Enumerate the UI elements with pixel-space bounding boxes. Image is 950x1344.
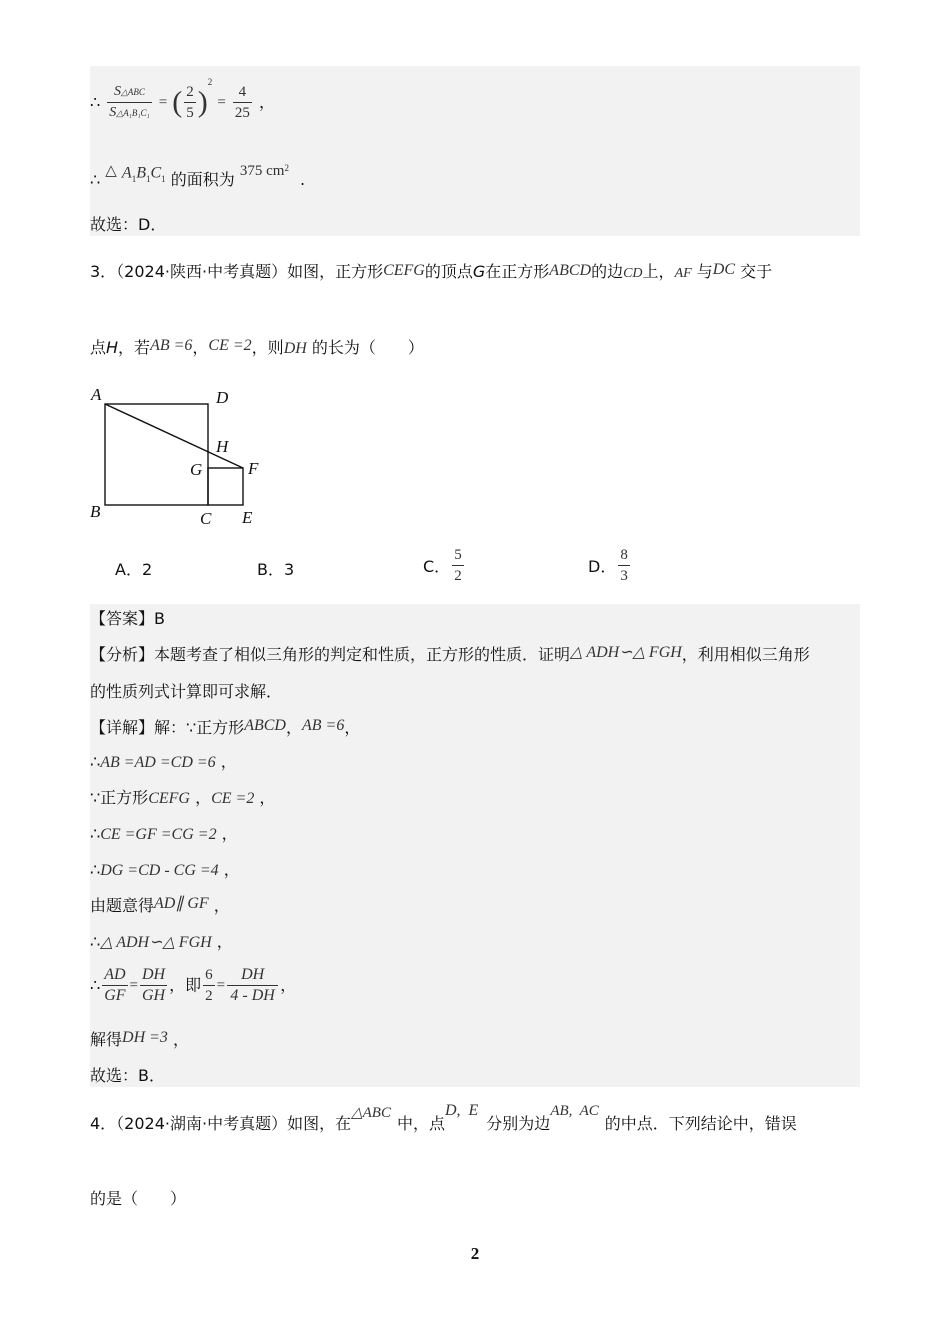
q3-figure [85,380,275,530]
label-c: C [200,509,212,528]
label-h: H [216,437,229,456]
q3-line2: 点H，若AB =6，CE =2，则DH 的长为（ ） [90,337,424,357]
answer-line: 【答案】B [90,609,165,628]
step-1: ∴AB =AD =CD =6 ， [90,752,237,771]
analysis-line2: 的性质列式计算即可求解． [90,682,283,701]
label-e: E [242,508,253,527]
q4-line2: 的是（ ） [90,1189,187,1208]
label-b: B [90,502,101,521]
option-a[interactable]: A．2 [115,560,153,579]
step-6: ∴△ ADH∽△ FGH ， [90,932,233,951]
q4-line1: 4．（2024·湖南·中考真题）如图，在△ABC中，点D, E分别为边AB, AC的中点．下列结论中，错误 [90,1102,797,1133]
choice-top: 故选：D． [90,215,167,234]
square-abcd [105,404,208,505]
option-c[interactable]: C． $\frac{5}{2}$ [423,547,462,584]
step-7: ∴ $\frac{AD}{GF}$ = $\frac{DH}{GH}$ ，即 $\frac{6}{2}$ = $\frac{DH}{4 - DH}$ ， [90,966,297,1004]
step-3: ∴CE =GF =CG =2 ， [90,824,238,843]
step-2: ∵正方形CEFG ，CE =2 ， [90,788,276,807]
label-g: G [190,460,203,479]
choice-q3: 故选：B． [90,1066,165,1085]
ratio-line: ∴ $\frac{\text{S△ABC}}{\text{S△A₁B₁C₁}}$ = ( $\frac{2}{5}$ )$^2$ = $\frac{4}{25}$ ， [90,77,276,121]
label-d: D [216,388,229,407]
option-d[interactable]: D． $\frac{8}{3}$ [588,547,628,584]
label-a: A [91,385,102,404]
page-number: 2 [470,1244,480,1263]
square-cefg [208,468,243,505]
q3-line1: 3．（2024·陕西·中考真题）如图，正方形CEFG的顶点G在正方形ABCD的边CD上，AF 与DC 交于 [90,261,773,281]
step-5: 由题意得AD∥ GF ， [90,895,230,915]
solution-block-q3 [90,604,860,1087]
area-line: ∴ △ $A_1B_1C_1$ 的面积为 375 $cm^2$ . [90,163,306,190]
option-b[interactable]: B．3 [257,560,295,579]
step-8: 解得DH =3 ， [90,1029,190,1049]
label-f: F [248,459,259,478]
detail-line: 【详解】解：∵正方形ABCD，AB =6， [90,717,361,737]
step-4: ∴DG =CD - CG =4 ， [90,860,240,879]
analysis-line1: 【分析】本题考查了相似三角形的判定和性质，正方形的性质．证明△ ADH∽△ FGH，利用相似三角形 [90,644,810,664]
segment-af [105,404,243,468]
